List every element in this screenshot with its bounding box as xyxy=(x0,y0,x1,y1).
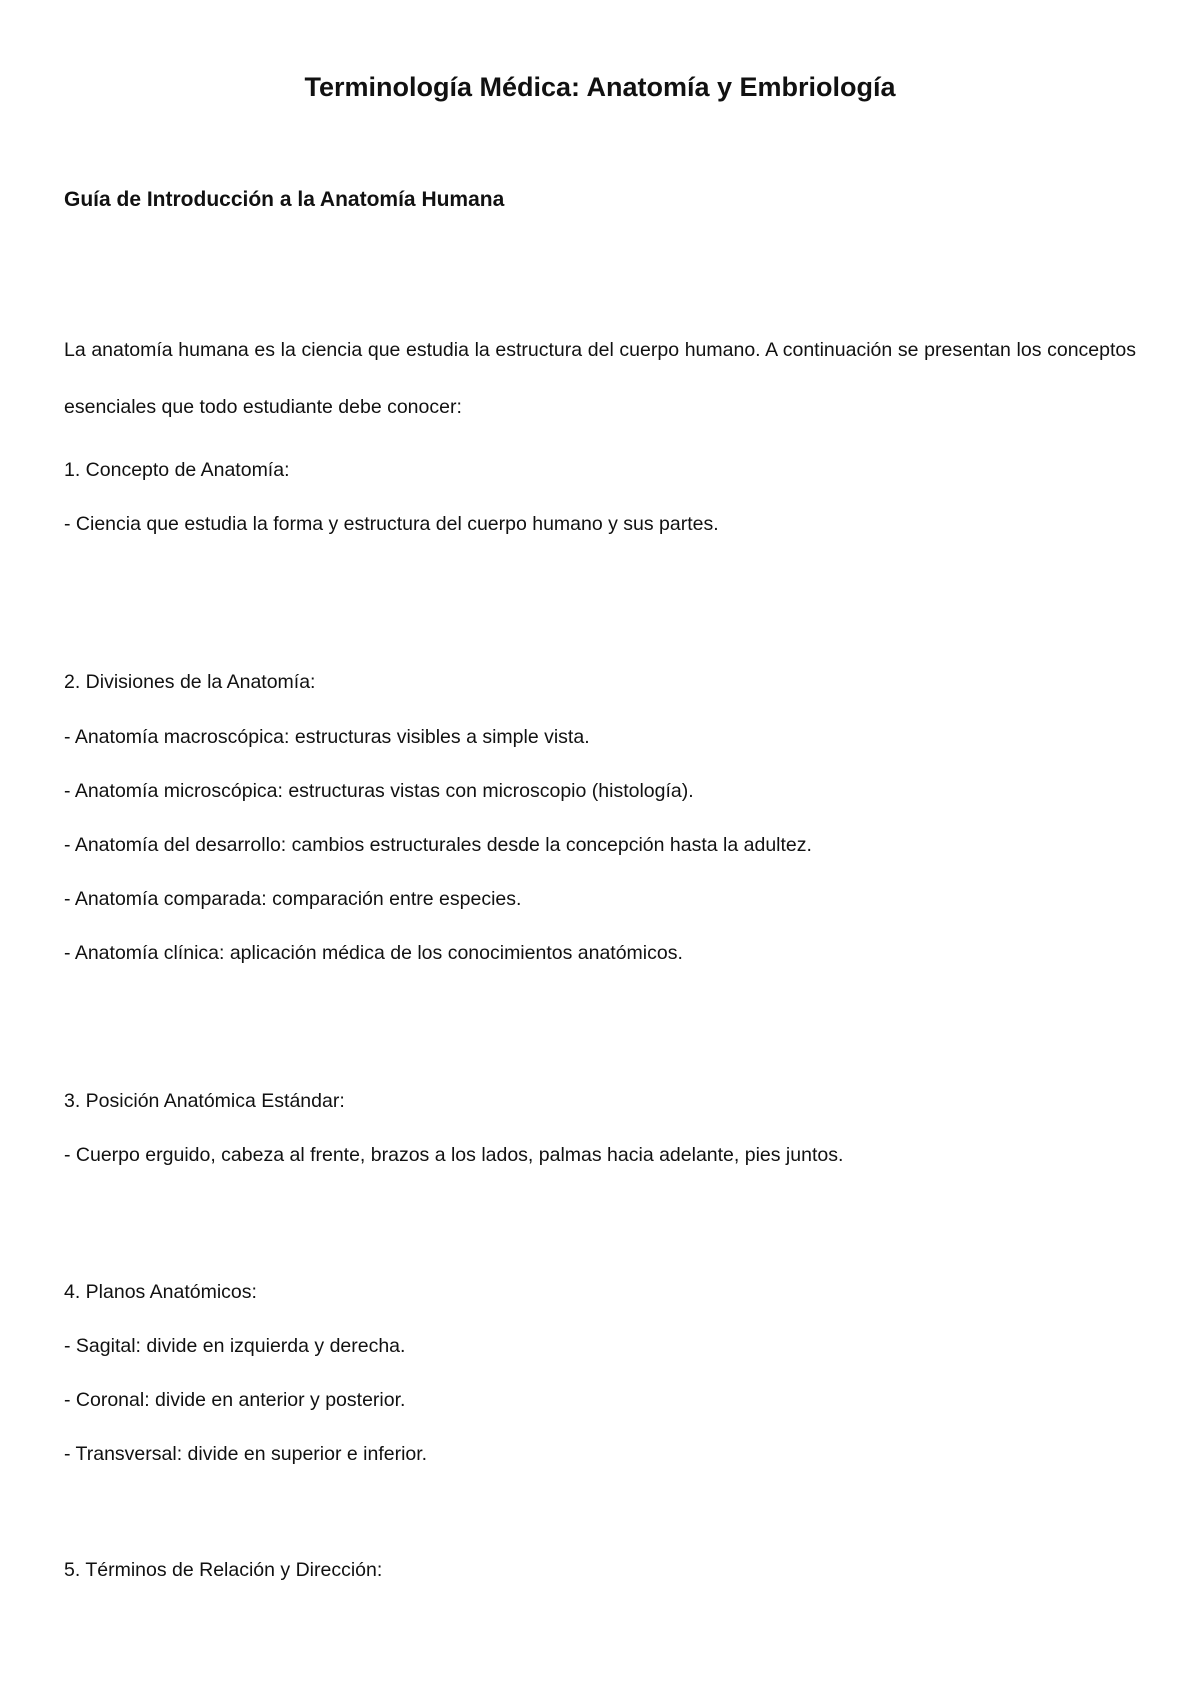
document-subtitle: Guía de Introducción a la Anatomía Humana xyxy=(64,188,505,211)
list-item: - Coronal: divide en anterior y posterior. xyxy=(64,1389,406,1411)
list-item: - Anatomía comparada: comparación entre especies. xyxy=(64,888,522,910)
list-item: - Cuerpo erguido, cabeza al frente, brazos a los lados, palmas hacia adelante, pies juntos. xyxy=(64,1144,844,1166)
list-item: - Anatomía macroscópica: estructuras visibles a simple vista. xyxy=(64,726,590,748)
document-title: Terminología Médica: Anatomía y Embriología xyxy=(304,72,896,102)
section-heading-divisiones: 2. Divisiones de la Anatomía: xyxy=(64,671,316,693)
list-item: - Anatomía clínica: aplicación médica de los conocimientos anatómicos. xyxy=(64,942,683,964)
list-item: - Transversal: divide en superior e inferior. xyxy=(64,1443,428,1465)
list-item: - Anatomía microscópica: estructuras vistas con microscopio (histología). xyxy=(64,780,694,802)
list-item: - Sagital: divide en izquierda y derecha. xyxy=(64,1335,406,1357)
section-heading-posicion: 3. Posición Anatómica Estándar: xyxy=(64,1090,345,1112)
list-item: - Anatomía del desarrollo: cambios estructurales desde la concepción hasta la adultez. xyxy=(64,834,812,856)
section-heading-planos: 4. Planos Anatómicos: xyxy=(64,1281,257,1303)
list-item: - Ciencia que estudia la forma y estructura del cuerpo humano y sus partes. xyxy=(64,513,719,535)
section-heading-concepto: 1. Concepto de Anatomía: xyxy=(64,459,290,481)
intro-paragraph: La anatomía humana es la ciencia que estudia la estructura del cuerpo humano. A continuación se presentan los conceptos esenciales que todo estudiante debe conocer: xyxy=(64,339,1136,418)
section-heading-terminos: 5. Términos de Relación y Dirección: xyxy=(64,1559,383,1581)
